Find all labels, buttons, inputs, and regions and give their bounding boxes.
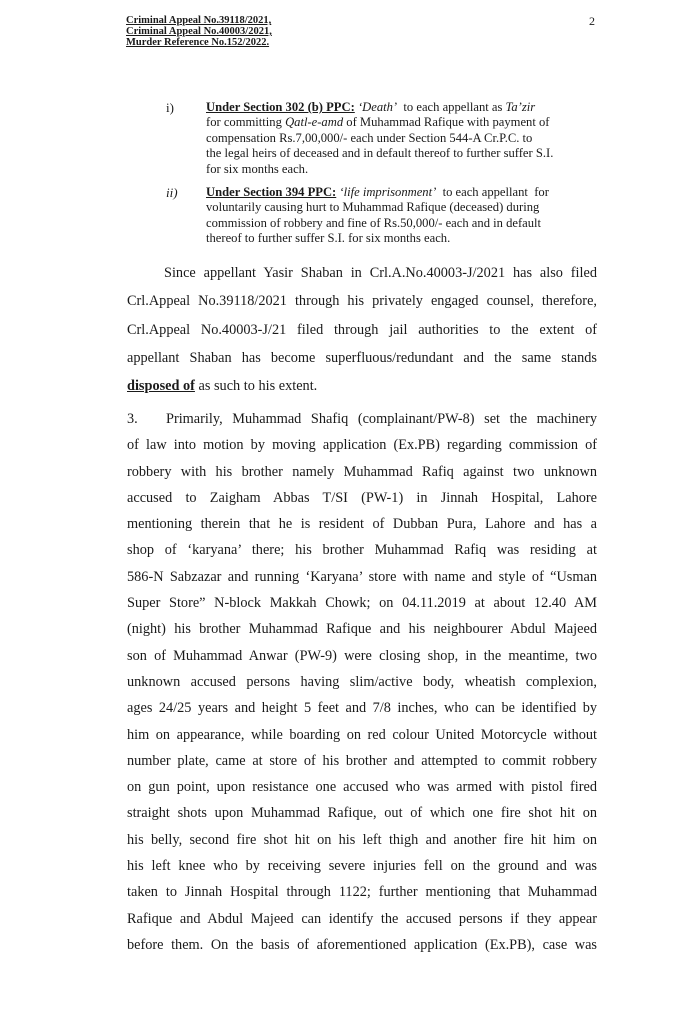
paragraph-line: number plate, came at store of his brother and attempted to commit robbery bbox=[127, 752, 597, 769]
sentence-quote: ‘Death’ bbox=[357, 100, 398, 114]
paragraph-number: 3. bbox=[127, 411, 138, 427]
paragraph-line: son of Muhammad Anwar (PW-9) were closing shop, in the meantime, two bbox=[127, 647, 597, 664]
paragraph-line: Crl.Appeal No.39118/2021 through his privately engaged counsel, therefore, bbox=[127, 293, 597, 310]
sentence-marker: ii) bbox=[166, 185, 178, 200]
case-line: Murder Reference No.152/2022. bbox=[126, 37, 270, 48]
sentence-text: of Muhammad Rafique with payment of bbox=[343, 115, 550, 130]
paragraph-line: Crl.Appeal No.40003-J/21 filed through jail authorities to the extent of bbox=[127, 321, 597, 338]
sentence-text: compensation Rs.7,00,000/- each under Section 544-A Cr.P.C. to bbox=[206, 130, 533, 145]
paragraph-line: Since appellant Yasir Shaban in Crl.A.No.40003-J/2021 has also filed bbox=[164, 265, 597, 281]
sentence-ii bbox=[206, 185, 626, 247]
paragraph-line: mentioning therein that he is resident of Dubban Pura, Lahore and has a bbox=[127, 516, 597, 533]
page-number: 2 bbox=[589, 14, 595, 28]
sentence-marker: i) bbox=[166, 100, 174, 115]
paragraph-disposal bbox=[127, 259, 597, 400]
paragraph-line: before them. On the basis of aforementioned application (Ex.PB), case was bbox=[127, 936, 597, 953]
paragraph-line: accused to Zaigham Abbas T/SI (PW-1) in Jinnah Hospital, Lahore bbox=[127, 489, 597, 506]
section-heading: Under Section 394 PPC: bbox=[206, 185, 337, 199]
sentence-text: to each appellant for bbox=[436, 185, 549, 199]
sentence-text: commission of robbery and fine of Rs.50,000/- each and in default bbox=[206, 215, 542, 230]
sentence-text: voluntarily causing hurt to Muhammad Rafique (deceased) during bbox=[206, 200, 540, 215]
sentence-i bbox=[206, 100, 626, 177]
paragraph-line: as such to his extent. bbox=[194, 378, 318, 395]
section-heading: Under Section 302 (b) PPC: bbox=[206, 100, 355, 114]
paragraph-line: (night) his brother Muhammad Rafique and his neighbourer Abdul Majeed bbox=[127, 621, 597, 638]
sentence-text: for committing bbox=[206, 115, 286, 130]
case-header bbox=[126, 15, 272, 48]
paragraph-line: Rafique and Abdul Majeed can identify the accused persons if they appear bbox=[127, 910, 597, 927]
sentence-term: Qatl-e-amd bbox=[285, 115, 344, 130]
paragraph-line: him on appearance, while boarding on red colour United Motorcycle without bbox=[127, 726, 597, 743]
paragraph-facts bbox=[127, 406, 597, 958]
emphasis-text: disposed of bbox=[127, 378, 195, 395]
sentence-quote: ‘life imprisonment’ bbox=[339, 185, 437, 199]
paragraph-line: his left knee who by receiving severe injuries fell on the ground and was bbox=[127, 858, 597, 875]
sentence-term: Ta’zir bbox=[505, 100, 536, 114]
case-line: Criminal Appeal No.39118/2021, bbox=[126, 15, 272, 26]
paragraph-line: shop of ‘karyana’ there; his brother Muhammad Rafiq was residing at bbox=[127, 542, 597, 559]
paragraph-line: appellant Shaban has become superfluous/redundant and the same stands bbox=[127, 349, 597, 366]
paragraph-line: on gun point, upon resistance one accused who was armed with pistol fired bbox=[127, 779, 597, 796]
paragraph-line: taken to Jinnah Hospital through 1122; further mentioning that Muhammad bbox=[127, 884, 597, 901]
paragraph-line: straight shots upon Muhammad Rafique, out of which one fire shot hit on bbox=[127, 805, 597, 822]
paragraph-line: Primarily, Muhammad Shafiq (complainant/PW-8) set the machinery bbox=[166, 411, 597, 427]
sentence-text: the legal heirs of deceased and in default thereof to further suffer S.I. bbox=[206, 146, 554, 161]
sentence-text: for six months each. bbox=[206, 161, 309, 176]
paragraph-line: unknown accused persons having slim/active body, wheatish complexion, bbox=[127, 673, 597, 690]
paragraph-line: ages 24/25 years and height 5 feet and 7/8 inches, who can be identified by bbox=[127, 700, 597, 717]
sentence-text: to each appellant as bbox=[397, 100, 506, 114]
case-line: Criminal Appeal No.40003/2021, bbox=[126, 26, 272, 37]
paragraph-line: Super Store” N-block Makkah Chowk; on 04.11.2019 at about 12.40 AM bbox=[127, 595, 597, 612]
paragraph-line: 586-N Sabzazar and running ‘Karyana’ store with name and style of “Usman bbox=[127, 568, 597, 585]
paragraph-line: of law into motion by moving application (Ex.PB) regarding commission of bbox=[127, 437, 597, 454]
paragraph-line: robbery with his brother namely Muhammad Rafiq against two unknown bbox=[127, 463, 597, 480]
sentence-text: thereof to further suffer S.I. for six months each. bbox=[206, 231, 451, 246]
paragraph-line: his belly, second fire shot hit on his left thigh and another fire hit him on bbox=[127, 831, 597, 848]
